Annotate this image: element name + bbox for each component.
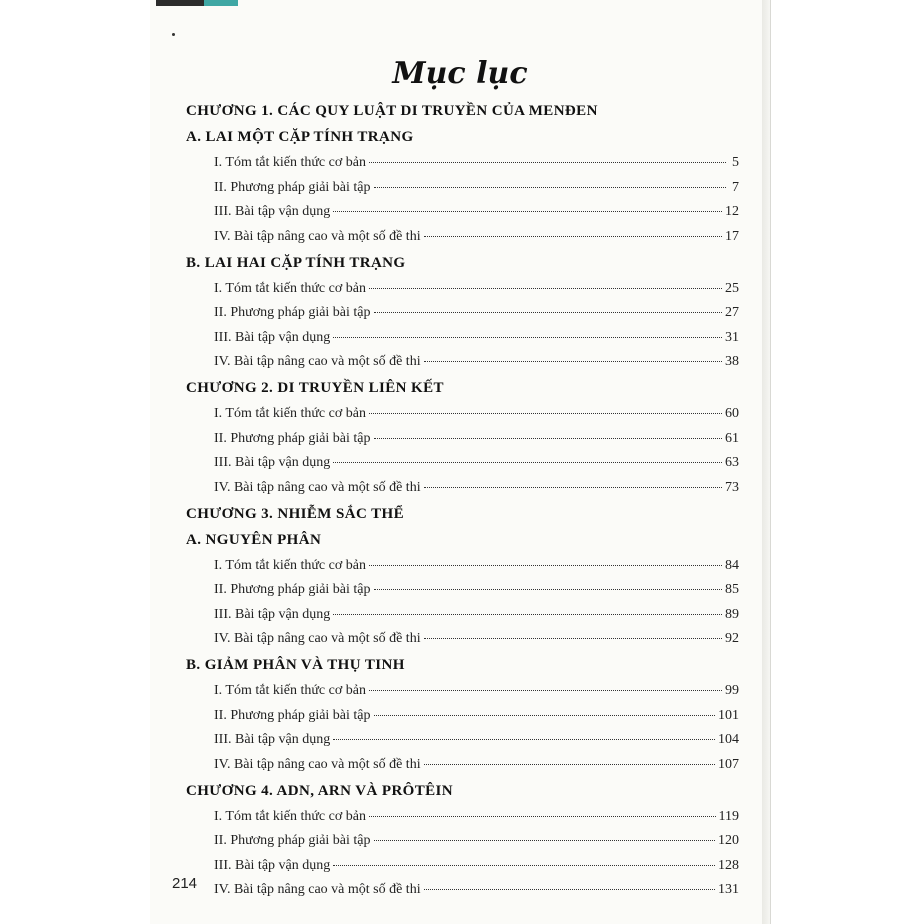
toc-entry-page: 17 [725, 228, 739, 244]
toc-entry-label: I. Tóm tắt kiến thức cơ bản [214, 808, 366, 824]
toc-entry-label: I. Tóm tắt kiến thức cơ bản [214, 155, 366, 170]
dot-leader [374, 589, 722, 590]
toc-entry-label: I. Tóm tắt kiến thức cơ bản [214, 683, 366, 698]
toc-entry [214, 229, 739, 245]
toc-entry-label: II. Phương pháp giải bài tập [214, 707, 371, 723]
page-title: Mục lục [392, 56, 528, 91]
toc-entry [214, 858, 739, 874]
toc-entry [214, 406, 739, 422]
toc-entry-page: 128 [718, 857, 739, 873]
dot-leader [333, 739, 715, 740]
toc-entry [214, 833, 739, 849]
toc-entry [214, 281, 739, 297]
dot-leader [424, 361, 722, 362]
toc-entry-page: 131 [718, 882, 739, 897]
toc-entry-label: IV. Bài tập nâng cao và một số đề thi [214, 631, 421, 646]
toc-entry-page: 61 [725, 430, 739, 446]
toc-entry-page: 63 [725, 455, 739, 470]
toc-section-heading: A. LAI MỘT CẶP TÍNH TRẠNG [186, 129, 414, 145]
toc-entry [214, 180, 739, 196]
dot-leader [374, 187, 726, 188]
dot-leader [369, 690, 722, 691]
toc-section-heading: B. LAI HAI CẶP TÍNH TRẠNG [186, 254, 406, 271]
toc-entry [214, 757, 739, 773]
dot-leader [374, 715, 715, 716]
dot-leader [333, 614, 722, 615]
toc-entry-page: 60 [725, 406, 739, 421]
toc-entry [214, 708, 739, 724]
toc-section-heading: CHƯƠNG 2. DI TRUYỀN LIÊN KẾT [186, 380, 444, 396]
toc-entry [214, 204, 739, 220]
toc-entry-page: 31 [725, 329, 739, 345]
toc-entry [214, 155, 739, 171]
toc-entry-page: 5 [732, 155, 739, 170]
toc-entry-page: 25 [725, 280, 739, 296]
toc-entry-page: 104 [718, 732, 739, 747]
dot-leader [369, 816, 716, 817]
toc-entry-page: 38 [725, 354, 739, 369]
toc-entry-label: IV. Bài tập nâng cao và một số đề thi [214, 882, 421, 897]
toc-entry-page: 120 [718, 833, 739, 848]
dot-leader [333, 337, 722, 338]
toc-section-heading: B. GIẢM PHÂN VÀ THỤ TINH [186, 657, 405, 673]
toc-entry-label: IV. Bài tập nâng cao và một số đề thi [214, 756, 421, 772]
toc-entry-label: III. Bài tập vận dụng [214, 606, 331, 622]
dot-leader [333, 865, 715, 866]
dot-leader [333, 211, 722, 212]
toc-entry-label: I. Tóm tắt kiến thức cơ bản [214, 280, 366, 296]
toc-entry-label: III. Bài tập vận dụng [214, 329, 331, 345]
toc-entry-page: 73 [725, 479, 739, 495]
toc-entry-label: II. Phương pháp giải bài tập [214, 430, 371, 446]
dot-leader [424, 487, 722, 488]
toc-entry [214, 305, 739, 321]
toc-entry-page: 7 [732, 179, 739, 195]
toc-entry-page: 101 [718, 707, 739, 723]
dot-leader [369, 565, 722, 566]
dot-leader [369, 288, 722, 289]
page-number: 214 [172, 875, 198, 892]
toc-section-heading: CHƯƠNG 4. ADN, ARN VÀ PRÔTÊIN [186, 782, 454, 799]
toc-entry-page: 99 [725, 683, 739, 698]
toc-entry-label: I. Tóm tắt kiến thức cơ bản [214, 557, 366, 573]
toc-entry [214, 882, 739, 898]
toc-entry [214, 607, 739, 623]
toc-entry [214, 809, 739, 825]
toc-entry-page: 89 [725, 606, 739, 622]
toc-entry-page: 27 [725, 305, 739, 320]
toc-entry-page: 119 [718, 808, 739, 824]
toc-entry-label: III. Bài tập vận dụng [214, 732, 331, 747]
toc-entry [214, 683, 739, 699]
toc-entry [214, 354, 739, 370]
toc-entry-label: III. Bài tập vận dụng [214, 857, 331, 873]
dot-leader [424, 638, 722, 639]
dot-leader [424, 236, 722, 237]
dot-leader [333, 462, 722, 463]
dot-leader [374, 840, 715, 841]
toc-entry-page: 12 [725, 204, 739, 219]
toc-entry-label: III. Bài tập vận dụng [214, 204, 331, 219]
toc-entry-page: 107 [718, 756, 739, 772]
toc-entry-label: II. Phương pháp giải bài tập [214, 582, 371, 597]
dot-leader [424, 889, 715, 890]
toc-entry-label: III. Bài tập vận dụng [214, 455, 331, 470]
toc-entry-page: 85 [725, 582, 739, 597]
toc-entry-label: I. Tóm tắt kiến thức cơ bản [214, 406, 366, 421]
toc-entry [214, 480, 739, 496]
toc-entry-label: II. Phương pháp giải bài tập [214, 179, 371, 195]
dot-leader [374, 438, 722, 439]
toc-entry-page: 84 [725, 557, 739, 573]
toc-entry [214, 631, 739, 647]
dot-leader [374, 312, 722, 313]
toc-entry [214, 431, 739, 447]
toc-entry [214, 330, 739, 346]
dot-leader [424, 764, 715, 765]
toc-entry-label: IV. Bài tập nâng cao và một số đề thi [214, 354, 421, 369]
toc-section-heading: A. NGUYÊN PHÂN [186, 531, 322, 548]
toc-section-heading: CHƯƠNG 1. CÁC QUY LUẬT DI TRUYỀN CỦA MENĐEN [186, 103, 598, 119]
toc-entry-label: IV. Bài tập nâng cao và một số đề thi [214, 479, 421, 495]
toc-entry-label: II. Phương pháp giải bài tập [214, 833, 371, 848]
toc-entry-page: 92 [725, 631, 739, 646]
toc-entry [214, 558, 739, 574]
toc-entry-label: IV. Bài tập nâng cao và một số đề thi [214, 228, 421, 244]
toc-entry [214, 582, 739, 598]
dot-leader [369, 162, 726, 163]
toc-entry [214, 732, 739, 748]
toc-entry-label: II. Phương pháp giải bài tập [214, 305, 371, 320]
toc-entry [214, 455, 739, 471]
dot-leader [369, 413, 722, 414]
toc-section-heading: CHƯƠNG 3. NHIỄM SẮC THỂ [186, 505, 404, 522]
